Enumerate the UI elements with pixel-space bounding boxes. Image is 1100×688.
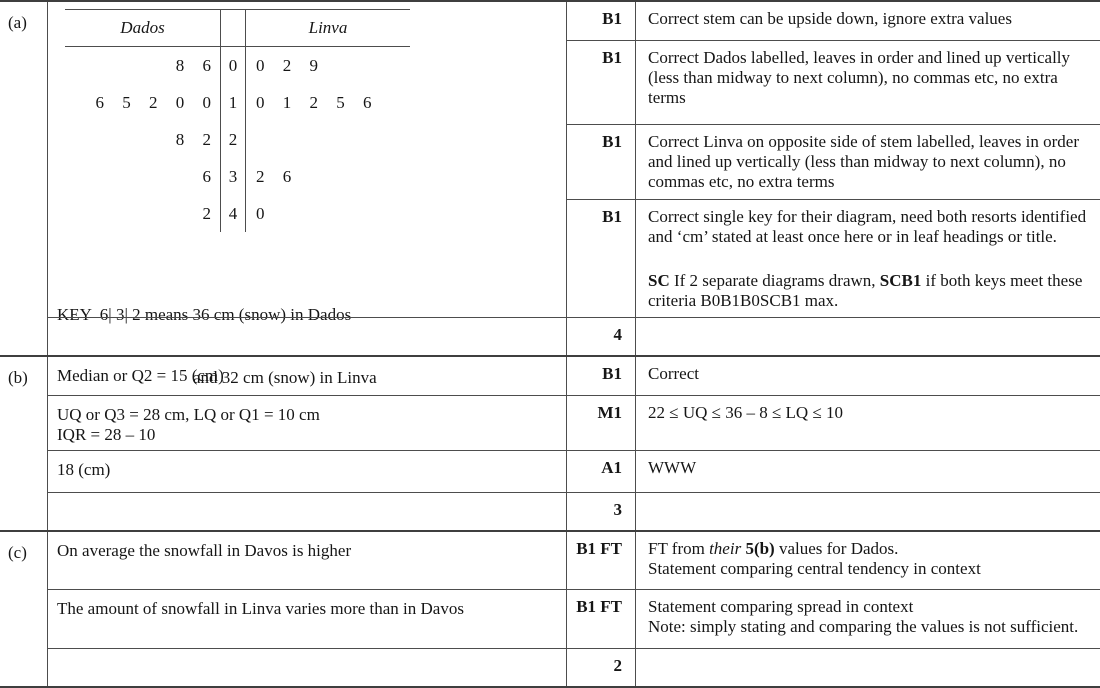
answer-cell: The amount of snowfall in Linva varies more than in Davos — [48, 589, 566, 648]
answer-cell-empty — [48, 317, 566, 355]
stem-value: 3 — [220, 158, 246, 195]
section-c-body — [48, 532, 1100, 686]
linva-leaves: 0 1 2 5 6 — [256, 93, 372, 112]
part-label-a: (a) — [0, 2, 48, 355]
section-c — [0, 530, 1100, 686]
note-cell: Correct Dados labelled, leaves in order and lined up vertically (less than midway to next column), no commas etc, no extra terms — [636, 40, 1100, 124]
mark-cell: B1 — [566, 357, 636, 395]
dados-leaves: 8 6 — [175, 56, 211, 75]
answer-line-1: UQ or Q3 = 28 cm, LQ or Q1 = 10 cm — [57, 405, 320, 424]
linva-leaves: 0 2 9 — [256, 56, 318, 75]
mark-cell: B1 — [566, 199, 636, 317]
linva-leaves — [246, 121, 410, 158]
mark-cell: B1 — [566, 40, 636, 124]
note-cell-empty — [636, 317, 1100, 355]
answer-cell — [48, 395, 566, 450]
stem-value: 2 — [220, 121, 246, 158]
dados-leaves: 6 — [202, 167, 211, 186]
stem-value: 1 — [220, 84, 246, 121]
stem-value: 0 — [220, 47, 246, 84]
total-marks-cell: 3 — [566, 492, 636, 530]
total-marks-cell: 2 — [566, 648, 636, 686]
special-case-note — [648, 271, 1092, 311]
mark-cell: B1 — [566, 124, 636, 199]
mark-cell: B1 — [566, 2, 636, 40]
stem-leaf-grid — [65, 9, 410, 232]
linva-leaves: 2 6 — [256, 167, 292, 186]
sc-text: if both keys meet these criteria B0B1B0SCB1 max. — [648, 271, 1087, 310]
scb1-label: SCB1 — [879, 271, 922, 290]
answer-cell-empty — [48, 492, 566, 530]
stem-value: 4 — [220, 195, 246, 232]
answer-cell: 18 (cm) — [48, 450, 566, 492]
ft-text: FT from — [648, 539, 710, 558]
note-cell — [636, 589, 1100, 648]
note-main: Correct single key for their diagram, need both resorts identified and ‘cm’ stated at least once here or in leaf headings or title. — [648, 207, 1087, 246]
note-cell: Correct stem can be upside down, ignore extra values — [648, 9, 1012, 28]
note-cell: WWW — [636, 450, 1100, 492]
note-cell: 22 ≤ UQ ≤ 36 – 8 ≤ LQ ≤ 10 — [636, 395, 1100, 450]
sc-label: SC — [648, 271, 670, 290]
note-line-2: Note: simply stating and comparing the values is not sufficient. — [648, 617, 1079, 636]
note-cell-empty — [636, 492, 1100, 530]
section-b-body — [48, 357, 1100, 530]
mark-cell: B1 FT — [566, 532, 636, 589]
answer-line-2: IQR = 28 – 10 — [57, 425, 156, 444]
note-line-1 — [648, 539, 1092, 559]
stem-leaf-header-dados: Dados — [65, 9, 220, 47]
dados-leaves: 8 2 — [175, 130, 211, 149]
stem-leaf-diagram — [65, 9, 410, 232]
note-cell — [636, 532, 1100, 589]
total-marks-cell: 4 — [566, 317, 636, 355]
their-italic: their — [709, 539, 742, 558]
part-label-c: (c) — [0, 532, 48, 686]
section-b — [0, 355, 1100, 530]
answer-cell-empty — [48, 648, 566, 686]
linva-leaves: 0 — [256, 204, 265, 223]
note-line-2: Statement comparing central tendency in context — [648, 559, 981, 578]
note-cell-empty — [636, 648, 1100, 686]
note-cell — [636, 199, 1100, 317]
ft-text-end: values for Dados. — [774, 539, 899, 558]
stem-leaf-header-linva: Linva — [246, 9, 410, 47]
mark-cell: B1 FT — [566, 589, 636, 648]
mark-cell: M1 — [566, 395, 636, 450]
sc-text: If 2 separate diagrams drawn, — [669, 271, 880, 290]
note-line-1: Statement comparing spread in context — [648, 597, 914, 616]
q5b-bold: 5(b) — [741, 539, 775, 558]
note-cell: Correct — [648, 364, 699, 383]
note-cell: Correct Linva on opposite side of stem labelled, leaves in order and lined up vertically (less than midway to next column), no commas etc, no extra terms — [636, 124, 1100, 199]
mark-cell: A1 — [566, 450, 636, 492]
stem-leaf-header-stem — [220, 9, 246, 47]
dados-leaves: 2 — [202, 204, 211, 223]
answer-cell: Median or Q2 = 15 (cm) — [57, 366, 224, 385]
answer-cell: On average the snowfall in Davos is higher — [57, 541, 352, 560]
key-line-1: KEY 6| 3| 2 means 36 cm (snow) in Dados — [57, 305, 352, 324]
key-line-2: and 32 cm (snow) in Linva — [193, 368, 377, 387]
part-label-b: (b) — [0, 357, 48, 530]
dados-leaves: 6 5 2 0 0 — [95, 93, 211, 112]
